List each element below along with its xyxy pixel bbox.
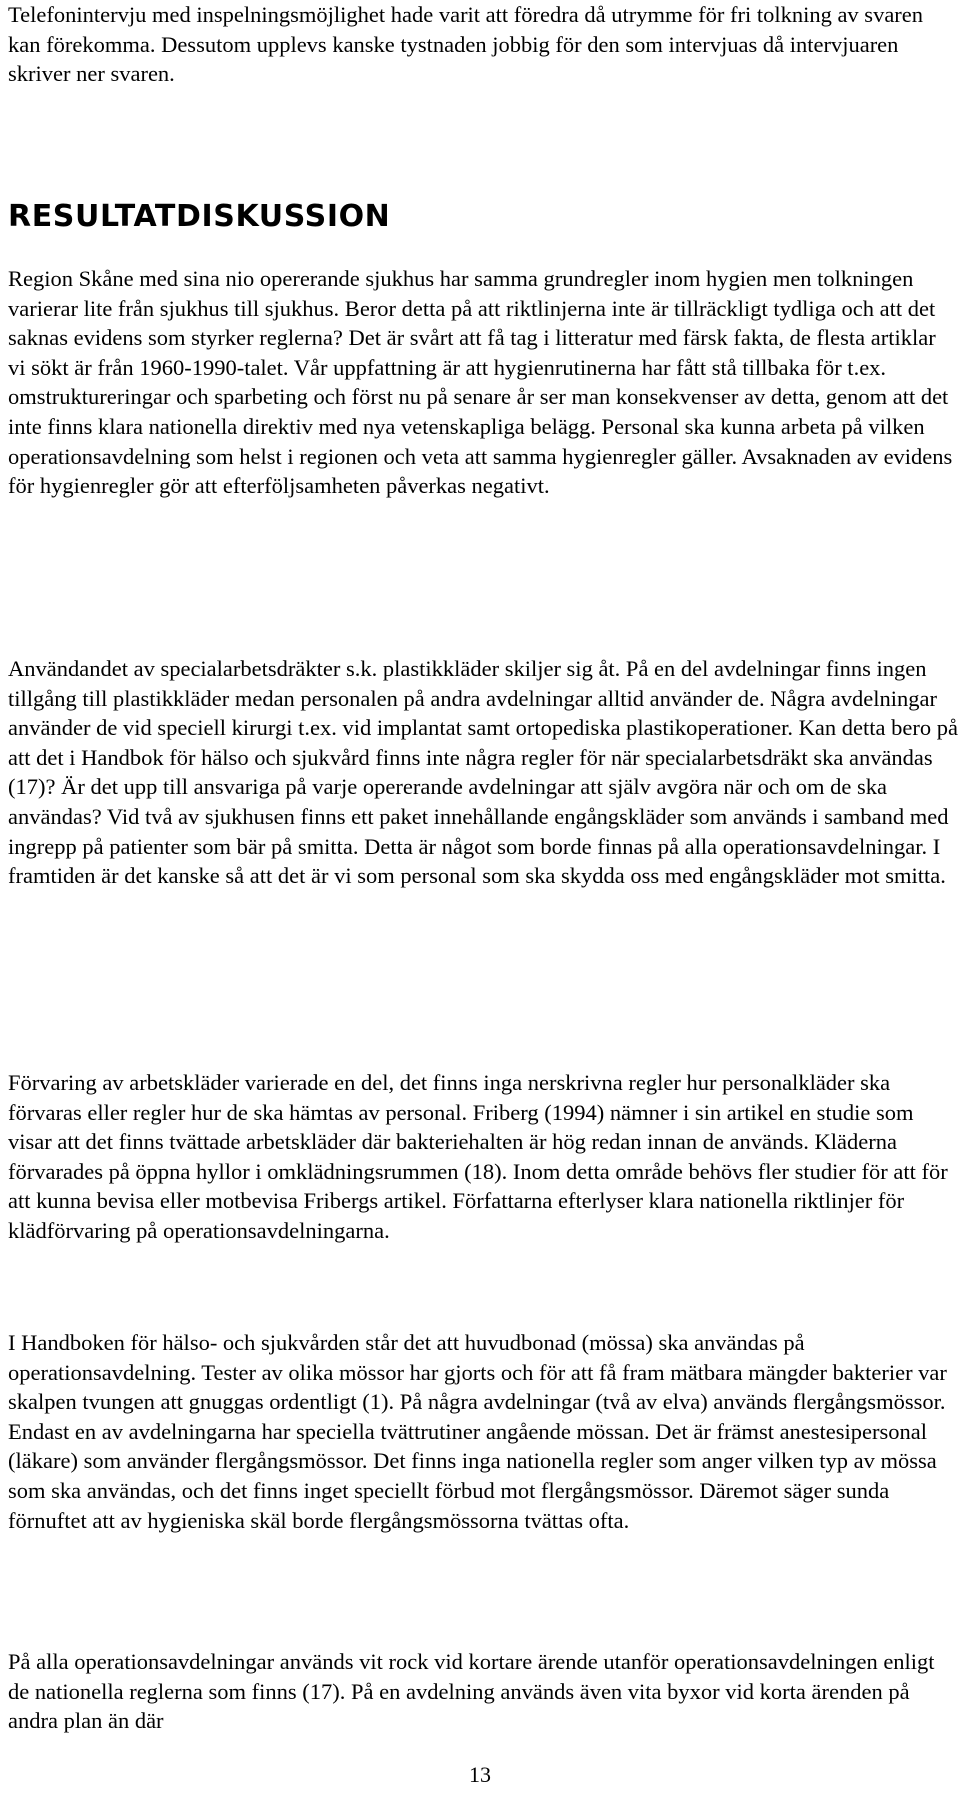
page-number: 13 (469, 1762, 491, 1787)
section-heading: RESULTATDISKUSSION (8, 199, 391, 234)
paragraph-white-coat: På alla operationsavdelningar används vit rock vid kortare ärende utanför operationsavdelningen enligt de nationella reglerna som finns (17). På en avdelning används även vita byxor vid korta ärenden på andra plan än där (8, 1649, 935, 1734)
paragraph-hygiene-rules: Region Skåne med sina nio opererande sjukhus har samma grundregler inom hygien men tolkningen varierar lite från sjukhus till sjukhus. Beror detta på att riktlinjerna inte är tillräckligt tydliga och att det saknas evidens som styrker reglerna? Det är svårt att få tag i litteratur med färsk fakta, de flesta artiklar vi sökt är från 1960-1990-talet. Vår uppfattning är att hygienrutinerna har fått stå tillbaka för t.ex. omstruktureringar och sparbeting och först nu på senare år ser man konsekvenser av detta, genom att det inte finns klara nationella direktiv med nya vetenskapliga belägg. Personal ska kunna arbeta på vilken operationsavdelning som helst i regionen och veta att samma hygienregler gäller. Avsaknaden av evidens för hygienregler gör att efterföljsamheten påverkas negativt. (8, 266, 953, 499)
paragraph-headwear: I Handboken för hälso- och sjukvården står det att huvudbonad (mössa) ska användas på operationsavdelning. Tester av olika mössor har gjorts och för att få fram mätbara mängder bakterier var skalpen tvungen att gnuggas ordentligt (1). På några avdelningar (två av elva) används flergångsmössor. Endast en av avdelningarna har speciella tvättrutiner angående mössan. Det är främst anestesipersonal (läkare) som använder flergångsmössor. Det finns inga nationella regler som anger vilken typ av mössa som ska användas, och det finns inget speciellt förbud mot flergångsmössor. Däremot säger sunda förnuftet att av hygieniska skäl borde flergångsmössorna tvättas ofta. (8, 1330, 947, 1533)
paragraph-special-workwear: Användandet av specialarbetsdräkter s.k. plastikkläder skiljer sig åt. På en del avdelningar finns ingen tillgång till plastikkläder medan personalen på andra avdelningar alltid använder de. Några avdelningar använder de vid speciell kirurgi t.ex. vid implantat samt ortopediska plastikoperationer. Kan detta bero på att det i Handbok för hälso och sjukvård finns inte några regler för när specialarbetsdräkt ska användas (17)? Är det upp till ansvariga på varje opererande avdelningar att själv avgöra när och om de ska användas? Vid två av sjukhusen finns ett paket innehållande engångskläder som används i samband med ingrepp på patienter som bär på smitta. Detta är något som borde finnas på alla operationsavdelningar. I framtiden är det kanske så att det är vi som personal som ska skydda oss med engångskläder mot smitta. (8, 656, 958, 889)
paragraph-clothing-storage: Förvaring av arbetskläder varierade en del, det finns inga nerskrivna regler hur personalkläder ska förvaras eller regler hur de ska hämtas av personal. Friberg (1994) nämner i sin artikel en studie som visar att det finns tvättade arbetskläder där bakteriehalten är hög redan innan de används. Kläderna förvarades på öppna hyllor i omklädningsrummen (18). Inom detta område behövs fler studier för att för att kunna bevisa eller motbevisa Fribergs artikel. Författarna efterlyser klara nationella riktlinjer för klädförvaring på operationsavdelningarna. (8, 1070, 948, 1243)
intro-paragraph: Telefonintervju med inspelningsmöjlighet hade varit att föredra då utrymme för fri tolkning av svaren kan förekomma. Dessutom upplevs kanske tystnaden jobbig för den som intervjuas då intervjuaren skriver ner svaren. (8, 2, 924, 87)
